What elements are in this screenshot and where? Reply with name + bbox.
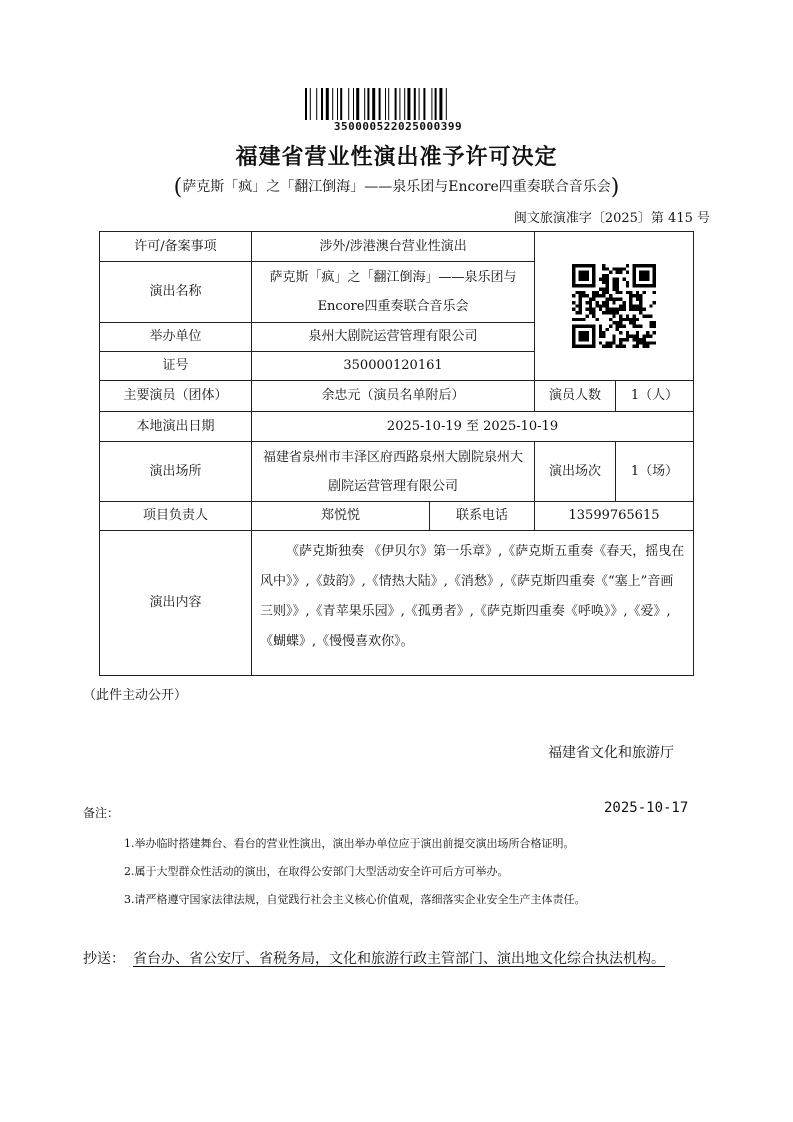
qr-module <box>619 324 622 327</box>
organizer-value: 泉州大剧院运营管理有限公司 <box>252 323 535 352</box>
qr-module <box>612 284 615 287</box>
qr-module <box>653 291 656 294</box>
qr-module <box>619 338 622 341</box>
show-name-value: 萨克斯「疯」之「翻江倒海」——泉乐团与Encore四重奏联合音乐会 <box>252 262 535 323</box>
license-type-value: 涉外/涉港澳台营业性演出 <box>252 232 535 262</box>
qr-module <box>612 277 615 280</box>
qr-module <box>632 335 635 338</box>
qr-module <box>639 294 642 297</box>
qr-module <box>612 281 615 284</box>
qr-module <box>579 301 582 304</box>
qr-finder <box>572 324 596 348</box>
qr-module <box>626 281 629 284</box>
qr-module <box>609 318 612 321</box>
qr-module <box>622 267 625 270</box>
dates-label: 本地演出日期 <box>100 412 252 442</box>
cc-label: 抄送： <box>83 951 125 967</box>
qr-module <box>599 304 602 307</box>
cert-no-label: 证号 <box>100 352 252 381</box>
qr-module <box>629 318 632 321</box>
qr-module <box>616 345 619 348</box>
subtitle-close-paren: ) <box>610 175 620 200</box>
qr-module <box>606 298 609 301</box>
qr-module <box>602 311 605 314</box>
qr-module <box>626 331 629 334</box>
qr-module <box>622 301 625 304</box>
qr-module <box>632 324 635 327</box>
qr-module <box>619 298 622 301</box>
qr-module <box>612 338 615 341</box>
qr-module <box>639 324 642 327</box>
public-note: （此件主动公开） <box>83 688 188 703</box>
qr-module <box>619 345 622 348</box>
qr-module <box>592 311 595 314</box>
qr-module <box>579 304 582 307</box>
qr-module <box>616 291 619 294</box>
qr-module <box>649 304 652 307</box>
qr-module <box>643 335 646 338</box>
barcode-bar <box>340 88 342 120</box>
qr-module <box>602 264 605 267</box>
barcode-bar <box>446 88 447 120</box>
qr-module <box>636 308 639 311</box>
qr-module <box>646 331 649 334</box>
issue-date: 2025-10-17 <box>604 800 689 816</box>
qr-module <box>589 308 592 311</box>
qr-module <box>582 318 585 321</box>
barcode-number: 350000522025000399 <box>333 120 463 133</box>
qr-module <box>636 298 639 301</box>
qr-module <box>575 318 578 321</box>
performer-count-value: 1（人） <box>616 381 694 412</box>
qr-module <box>602 301 605 304</box>
qr-module <box>629 298 632 301</box>
qr-module <box>599 341 602 344</box>
qr-module <box>599 331 602 334</box>
barcode-bar <box>332 88 333 120</box>
qr-module <box>626 271 629 274</box>
barcode-bar <box>326 88 329 120</box>
qr-finder <box>572 264 596 288</box>
qr-module <box>639 308 642 311</box>
qr-module <box>632 345 635 348</box>
qr-module <box>639 298 642 301</box>
qr-module <box>612 308 615 311</box>
barcode-bar <box>337 88 338 120</box>
qr-module <box>606 288 609 291</box>
qr-module <box>643 314 646 317</box>
qr-module <box>606 301 609 304</box>
cert-no-value: 350000120161 <box>252 352 535 381</box>
barcode-bar <box>431 88 432 120</box>
qr-module <box>592 314 595 317</box>
barcode-bar <box>316 88 317 120</box>
qr-module <box>629 335 632 338</box>
issuer: 福建省文化和旅游厅 <box>548 745 674 761</box>
qr-module <box>653 301 656 304</box>
qr-module <box>622 308 625 311</box>
content-value: 《萨克斯独奏 《伊贝尔》第一乐章》,《萨克斯五重奏《春天，摇曳在风中》》,《鼓韵》,《情热大陆》,《消愁》,《萨克斯四重奏《“塞上”音画三则》》,《青苹果乐园》,《孤勇者》,《萨克斯四重奏《呼唤》》,《爱》,《蝴蝶》,《慢慢喜欢你》。 <box>252 531 694 676</box>
barcode-bar <box>353 88 354 120</box>
qr-module <box>622 318 625 321</box>
qr-module <box>612 288 615 291</box>
qr-module <box>629 294 632 297</box>
qr-module <box>589 311 592 314</box>
qr-module <box>649 335 652 338</box>
qr-module <box>616 321 619 324</box>
document-subtitle <box>0 175 793 200</box>
qr-module <box>596 294 599 297</box>
qr-module <box>582 294 585 297</box>
qr-module <box>599 308 602 311</box>
performer-count-label: 演员人数 <box>535 381 616 412</box>
qr-module <box>629 308 632 311</box>
qr-module <box>579 298 582 301</box>
qr-module <box>626 314 629 317</box>
qr-module <box>592 308 595 311</box>
qr-module <box>612 301 615 304</box>
barcode-bar <box>385 88 386 120</box>
sessions-label: 演出场次 <box>535 442 616 502</box>
qr-module <box>609 294 612 297</box>
qr-module <box>599 328 602 331</box>
qr-module <box>609 341 612 344</box>
qr-module <box>612 267 615 270</box>
barcode-bar <box>364 88 365 120</box>
qr-module <box>585 308 588 311</box>
qr-module <box>626 291 629 294</box>
qr-module <box>575 311 578 314</box>
remarks-label: 备注： <box>83 806 120 820</box>
qr-module <box>639 338 642 341</box>
barcode-bar <box>395 88 397 120</box>
license-type-label: 许可/备案事项 <box>100 232 252 262</box>
qr-module <box>602 335 605 338</box>
qr-module <box>596 304 599 307</box>
barcode-bar <box>348 88 349 120</box>
qr-module <box>643 345 646 348</box>
qr-module <box>629 291 632 294</box>
qr-module <box>616 288 619 291</box>
qr-module <box>643 291 646 294</box>
qr-module <box>592 298 595 301</box>
qr-module <box>622 277 625 280</box>
cc-text: 省台办、省公安厅、省税务局，文化和旅游行政主管部门、演出地文化综合执法机构。 <box>133 951 665 967</box>
qr-module <box>636 331 639 334</box>
qr-module <box>626 338 629 341</box>
remark-item: 2.属于大型群众性活动的演出，在取得公安部门大型活动安全许可后方可举办。 <box>124 865 509 878</box>
manager-value: 郑悦悦 <box>252 502 430 531</box>
qr-module <box>602 291 605 294</box>
qr-module <box>632 304 635 307</box>
qr-module <box>579 318 582 321</box>
qr-module <box>572 294 575 297</box>
qr-module <box>589 298 592 301</box>
qr-module <box>606 328 609 331</box>
barcode-bar <box>321 88 323 120</box>
qr-module <box>632 321 635 324</box>
qr-module <box>622 304 625 307</box>
qr-module <box>606 267 609 270</box>
barcode-bar <box>388 88 389 120</box>
qr-module <box>632 318 635 321</box>
qr-module <box>639 341 642 344</box>
qr-module <box>579 294 582 297</box>
barcode-bar <box>372 88 375 120</box>
organizer-label: 举办单位 <box>100 323 252 352</box>
qr-module <box>619 321 622 324</box>
qr-module <box>609 308 612 311</box>
qr-module <box>629 321 632 324</box>
qr-module <box>602 281 605 284</box>
qr-module <box>639 301 642 304</box>
qr-module <box>592 291 595 294</box>
qr-module <box>599 277 602 280</box>
barcode-bar <box>404 88 405 120</box>
barcode-bar <box>379 88 381 120</box>
qr-module <box>646 341 649 344</box>
qr-module <box>636 304 639 307</box>
barcode-bar <box>399 88 400 120</box>
qr-module <box>579 311 582 314</box>
document-number: 闽文旅演准字〔2025〕第 415 号 <box>513 211 710 226</box>
qr-module <box>619 341 622 344</box>
qr-module <box>616 284 619 287</box>
qr-module <box>609 324 612 327</box>
qr-module <box>619 308 622 311</box>
qr-module <box>646 335 649 338</box>
qr-module <box>653 341 656 344</box>
barcode-bar <box>305 88 307 120</box>
qr-module <box>616 277 619 280</box>
qr-module <box>636 294 639 297</box>
venue-value: 福建省泉州市丰泽区府西路泉州大剧院泉州大剧院运营管理有限公司 <box>252 442 535 502</box>
qr-module <box>632 294 635 297</box>
show-name-label: 演出名称 <box>100 262 252 323</box>
main-performer-label: 主要演员（团体） <box>100 381 252 412</box>
qr-module <box>606 284 609 287</box>
qr-module <box>575 291 578 294</box>
qr-module <box>606 345 609 348</box>
qr-module <box>616 328 619 331</box>
remark-item: 1.举办临时搭建舞台、看台的营业性演出，演出举办单位应于演出前提交演出场所合格证明。 <box>124 837 575 850</box>
qr-module <box>612 314 615 317</box>
qr-module <box>579 308 582 311</box>
qr-module <box>606 304 609 307</box>
qr-module <box>646 345 649 348</box>
qr-module <box>649 321 652 324</box>
cc-block <box>83 945 715 974</box>
qr-module <box>582 291 585 294</box>
barcode-bar <box>367 88 369 120</box>
barcode-bar <box>414 88 416 120</box>
qr-module <box>599 324 602 327</box>
qr-module <box>619 314 622 317</box>
subtitle-text: 萨克斯「疯」之「翻江倒海」——泉乐团与Encore四重奏联合音乐会 <box>182 179 611 195</box>
qr-module <box>575 304 578 307</box>
qr-module <box>619 304 622 307</box>
qr-module <box>596 291 599 294</box>
qr-module <box>626 318 629 321</box>
content-label: 演出内容 <box>100 531 252 676</box>
qr-module <box>639 311 642 314</box>
barcode-bar <box>435 88 437 120</box>
qr-module <box>619 267 622 270</box>
qr-module <box>616 271 619 274</box>
qr-module <box>606 308 609 311</box>
qr-module <box>649 324 652 327</box>
barcode <box>305 88 491 120</box>
qr-module <box>639 304 642 307</box>
qr-module <box>626 335 629 338</box>
dates-value: 2025-10-19 至 2025-10-19 <box>252 412 694 442</box>
qr-module <box>619 331 622 334</box>
qr-module <box>612 311 615 314</box>
qr-module <box>602 267 605 270</box>
subtitle-open-paren: ( <box>173 175 183 200</box>
qr-module <box>585 301 588 304</box>
qr-module <box>572 318 575 321</box>
qr-module <box>636 338 639 341</box>
qr-module <box>636 345 639 348</box>
qr-module <box>599 335 602 338</box>
barcode-bar <box>439 88 442 120</box>
qr-module <box>636 324 639 327</box>
qr-module <box>602 277 605 280</box>
main-performer-value: 余忠元（演员名单附后） <box>252 381 535 412</box>
qr-module <box>602 294 605 297</box>
qr-module <box>579 291 582 294</box>
qr-module <box>612 321 615 324</box>
qr-module <box>649 341 652 344</box>
license-table <box>99 231 694 676</box>
qr-module <box>596 301 599 304</box>
venue-label: 演出场所 <box>100 442 252 502</box>
qr-module <box>596 318 599 321</box>
qr-module <box>606 291 609 294</box>
barcode-bar <box>310 88 311 120</box>
qr-module <box>602 331 605 334</box>
qr-module <box>616 267 619 270</box>
qr-finder <box>632 264 656 288</box>
qr-module <box>585 314 588 317</box>
qr-module <box>616 298 619 301</box>
phone-label: 联系电话 <box>430 502 535 531</box>
qr-module <box>636 335 639 338</box>
qr-module <box>626 264 629 267</box>
qr-module <box>609 345 612 348</box>
qr-module <box>629 304 632 307</box>
qr-module <box>646 314 649 317</box>
qr-module <box>616 281 619 284</box>
qr-module <box>602 304 605 307</box>
document-title: 福建省营业性演出准予许可决定 <box>235 144 558 170</box>
qr-module <box>589 301 592 304</box>
qr-module <box>622 345 625 348</box>
qr-module <box>606 277 609 280</box>
qr-module <box>602 288 605 291</box>
qr-module <box>632 338 635 341</box>
barcode-bar <box>407 88 410 120</box>
qr-cell <box>535 232 694 381</box>
qr-module <box>636 341 639 344</box>
qr-module <box>592 294 595 297</box>
qr-module <box>612 298 615 301</box>
qr-module <box>622 338 625 341</box>
qr-module <box>612 335 615 338</box>
manager-label: 项目负责人 <box>100 502 252 531</box>
qr-module <box>606 281 609 284</box>
qr-module <box>585 294 588 297</box>
qr-module <box>599 288 602 291</box>
sessions-value: 1（场） <box>616 442 694 502</box>
qr-module <box>616 324 619 327</box>
qr-module <box>609 271 612 274</box>
barcode-bar <box>419 88 420 120</box>
qr-module <box>629 301 632 304</box>
qr-module <box>632 308 635 311</box>
qr-code <box>572 264 656 348</box>
qr-module <box>616 311 619 314</box>
qr-module <box>612 341 615 344</box>
qr-module <box>653 324 656 327</box>
remark-item: 3.请严格遵守国家法律法规，自觉践行社会主义核心价值观，落细落实企业安全生产主体责任。 <box>124 893 586 906</box>
qr-module <box>619 318 622 321</box>
qr-module <box>606 311 609 314</box>
qr-module <box>606 341 609 344</box>
qr-module <box>653 331 656 334</box>
qr-module <box>606 274 609 277</box>
qr-module <box>589 304 592 307</box>
qr-module <box>619 291 622 294</box>
qr-module <box>599 294 602 297</box>
qr-module <box>602 345 605 348</box>
qr-module <box>616 308 619 311</box>
qr-module <box>636 291 639 294</box>
barcode-bar <box>423 88 425 120</box>
qr-module <box>636 318 639 321</box>
qr-module <box>643 308 646 311</box>
qr-module <box>649 314 652 317</box>
qr-module <box>609 311 612 314</box>
qr-module <box>643 338 646 341</box>
qr-module <box>572 308 575 311</box>
qr-module <box>643 341 646 344</box>
qr-module <box>653 321 656 324</box>
qr-module <box>632 314 635 317</box>
qr-module <box>619 271 622 274</box>
phone-value: 13599765615 <box>535 502 694 531</box>
barcode-bar <box>356 88 359 120</box>
qr-module <box>602 274 605 277</box>
qr-module <box>572 301 575 304</box>
qr-module <box>609 298 612 301</box>
qr-module <box>626 284 629 287</box>
qr-module <box>622 324 625 327</box>
